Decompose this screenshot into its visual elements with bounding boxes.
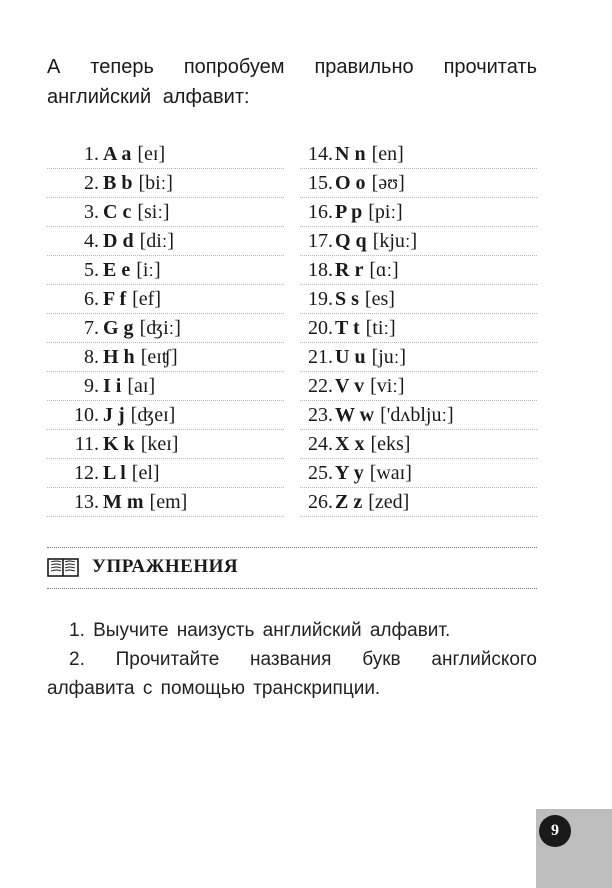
alphabet-number: 15. (308, 172, 333, 194)
alphabet-row (300, 401, 537, 430)
intro-line-2: английский алфавит: (47, 86, 250, 108)
alphabet-number: 16. (308, 201, 333, 223)
alphabet-number: 17. (308, 230, 333, 252)
alphabet-row (300, 343, 537, 372)
alphabet-letter: Q q (335, 230, 367, 252)
alphabet-row (47, 285, 284, 314)
alphabet-transcription: [biː] (138, 172, 173, 194)
alphabet-transcription: [siː] (137, 201, 170, 223)
alphabet-transcription: [piː] (368, 201, 403, 223)
alphabet-transcription: [aɪ] (127, 375, 156, 397)
alphabet-number: 5. (84, 259, 99, 281)
alphabet-transcription: [eks] (370, 433, 411, 455)
page-number: 9 (539, 815, 571, 847)
alphabet-letter: M m (103, 491, 144, 513)
intro-line-1: А теперь попробуем правильно прочитать (47, 56, 537, 78)
alphabet-row (300, 140, 537, 169)
alphabet-column-right (300, 140, 537, 517)
alphabet-transcription: [ʤeɪ] (130, 404, 176, 426)
alphabet-number: 2. (84, 172, 99, 194)
alphabet-number: 4. (84, 230, 99, 252)
alphabet-number: 10. (74, 404, 99, 426)
alphabet-transcription: [ef] (132, 288, 161, 310)
alphabet-transcription: [zed] (368, 491, 410, 513)
alphabet-letter: E e (103, 259, 131, 281)
alphabet-letter: D d (103, 230, 134, 252)
exercises-header (47, 547, 537, 589)
alphabet-letter: T t (335, 317, 360, 339)
alphabet-table (47, 140, 537, 517)
alphabet-transcription: [viː] (370, 375, 405, 397)
alphabet-row (300, 169, 537, 198)
alphabet-letter: G g (103, 317, 134, 339)
alphabet-number: 3. (84, 201, 99, 223)
alphabet-letter: H h (103, 346, 135, 368)
alphabet-column-left (47, 140, 284, 517)
alphabet-transcription: [eɪ] (137, 143, 166, 165)
alphabet-transcription: [eɪʧ] (140, 346, 178, 368)
alphabet-transcription: [el] (131, 462, 160, 484)
alphabet-transcription: [em] (149, 491, 188, 513)
alphabet-transcription: ['dʌbljuː] (380, 404, 454, 426)
alphabet-letter: Z z (335, 491, 363, 513)
alphabet-number: 7. (84, 317, 99, 339)
alphabet-transcription: [keɪ] (140, 433, 179, 455)
alphabet-letter: X x (335, 433, 365, 455)
alphabet-transcription: [ɑː] (369, 259, 399, 281)
alphabet-row (47, 198, 284, 227)
alphabet-number: 14. (308, 143, 333, 165)
alphabet-number: 21. (308, 346, 333, 368)
alphabet-number: 13. (74, 491, 99, 513)
alphabet-number: 22. (308, 375, 333, 397)
alphabet-number: 11. (74, 433, 99, 455)
alphabet-transcription: [kjuː] (372, 230, 418, 252)
alphabet-row (300, 256, 537, 285)
alphabet-letter: V v (335, 375, 365, 397)
alphabet-number: 1. (84, 143, 99, 165)
alphabet-row (47, 401, 284, 430)
alphabet-letter: W w (335, 404, 375, 426)
alphabet-number: 20. (308, 317, 333, 339)
alphabet-letter: N n (335, 143, 366, 165)
alphabet-letter: C c (103, 201, 132, 223)
alphabet-transcription: [ʤiː] (139, 317, 181, 339)
alphabet-row (300, 314, 537, 343)
alphabet-letter: A a (103, 143, 132, 165)
alphabet-transcription: [diː] (139, 230, 175, 252)
alphabet-transcription: [əʊ] (371, 172, 405, 194)
alphabet-letter: Y y (335, 462, 364, 484)
alphabet-letter: I i (103, 375, 122, 397)
alphabet-row (47, 314, 284, 343)
intro-text (47, 52, 537, 112)
alphabet-number: 24. (308, 433, 333, 455)
alphabet-letter: F f (103, 288, 127, 310)
alphabet-transcription: [tiː] (365, 317, 396, 339)
exercise-item-1: 1. Выучите наизусть английский алфавит. (69, 620, 451, 641)
alphabet-row (300, 198, 537, 227)
alphabet-letter: L l (103, 462, 126, 484)
alphabet-row (300, 430, 537, 459)
alphabet-letter: P p (335, 201, 363, 223)
alphabet-row (300, 372, 537, 401)
alphabet-number: 12. (74, 462, 99, 484)
alphabet-row (300, 488, 537, 517)
alphabet-transcription: [en] (371, 143, 404, 165)
alphabet-transcription: [waɪ] (369, 462, 412, 484)
alphabet-number: 9. (84, 375, 99, 397)
alphabet-row (47, 488, 284, 517)
alphabet-row (300, 227, 537, 256)
alphabet-row (47, 459, 284, 488)
alphabet-number: 6. (84, 288, 99, 310)
alphabet-transcription: [iː] (136, 259, 161, 281)
alphabet-transcription: [juː] (371, 346, 407, 368)
alphabet-row (300, 285, 537, 314)
alphabet-row (47, 343, 284, 372)
alphabet-transcription: [es] (364, 288, 395, 310)
alphabet-row (47, 372, 284, 401)
exercises-list (47, 616, 537, 703)
alphabet-row (47, 430, 284, 459)
alphabet-letter: S s (335, 288, 359, 310)
alphabet-letter: U u (335, 346, 366, 368)
alphabet-number: 25. (308, 462, 333, 484)
alphabet-row (47, 256, 284, 285)
alphabet-row (47, 140, 284, 169)
alphabet-number: 26. (308, 491, 333, 513)
alphabet-row (300, 459, 537, 488)
alphabet-letter: O o (335, 172, 366, 194)
alphabet-letter: J j (103, 404, 125, 426)
alphabet-number: 8. (84, 346, 99, 368)
exercises-title: УПРАЖНЕНИЯ (92, 556, 239, 577)
alphabet-row (47, 227, 284, 256)
alphabet-row (47, 169, 284, 198)
exercise-item-2: 2. Прочитайте названия букв английского алфавита с помощью транскрипции. (47, 649, 537, 699)
alphabet-letter: B b (103, 172, 133, 194)
alphabet-number: 23. (308, 404, 333, 426)
alphabet-letter: K k (103, 433, 135, 455)
alphabet-number: 19. (308, 288, 333, 310)
alphabet-number: 18. (308, 259, 333, 281)
alphabet-letter: R r (335, 259, 364, 281)
open-book-icon (47, 558, 79, 578)
